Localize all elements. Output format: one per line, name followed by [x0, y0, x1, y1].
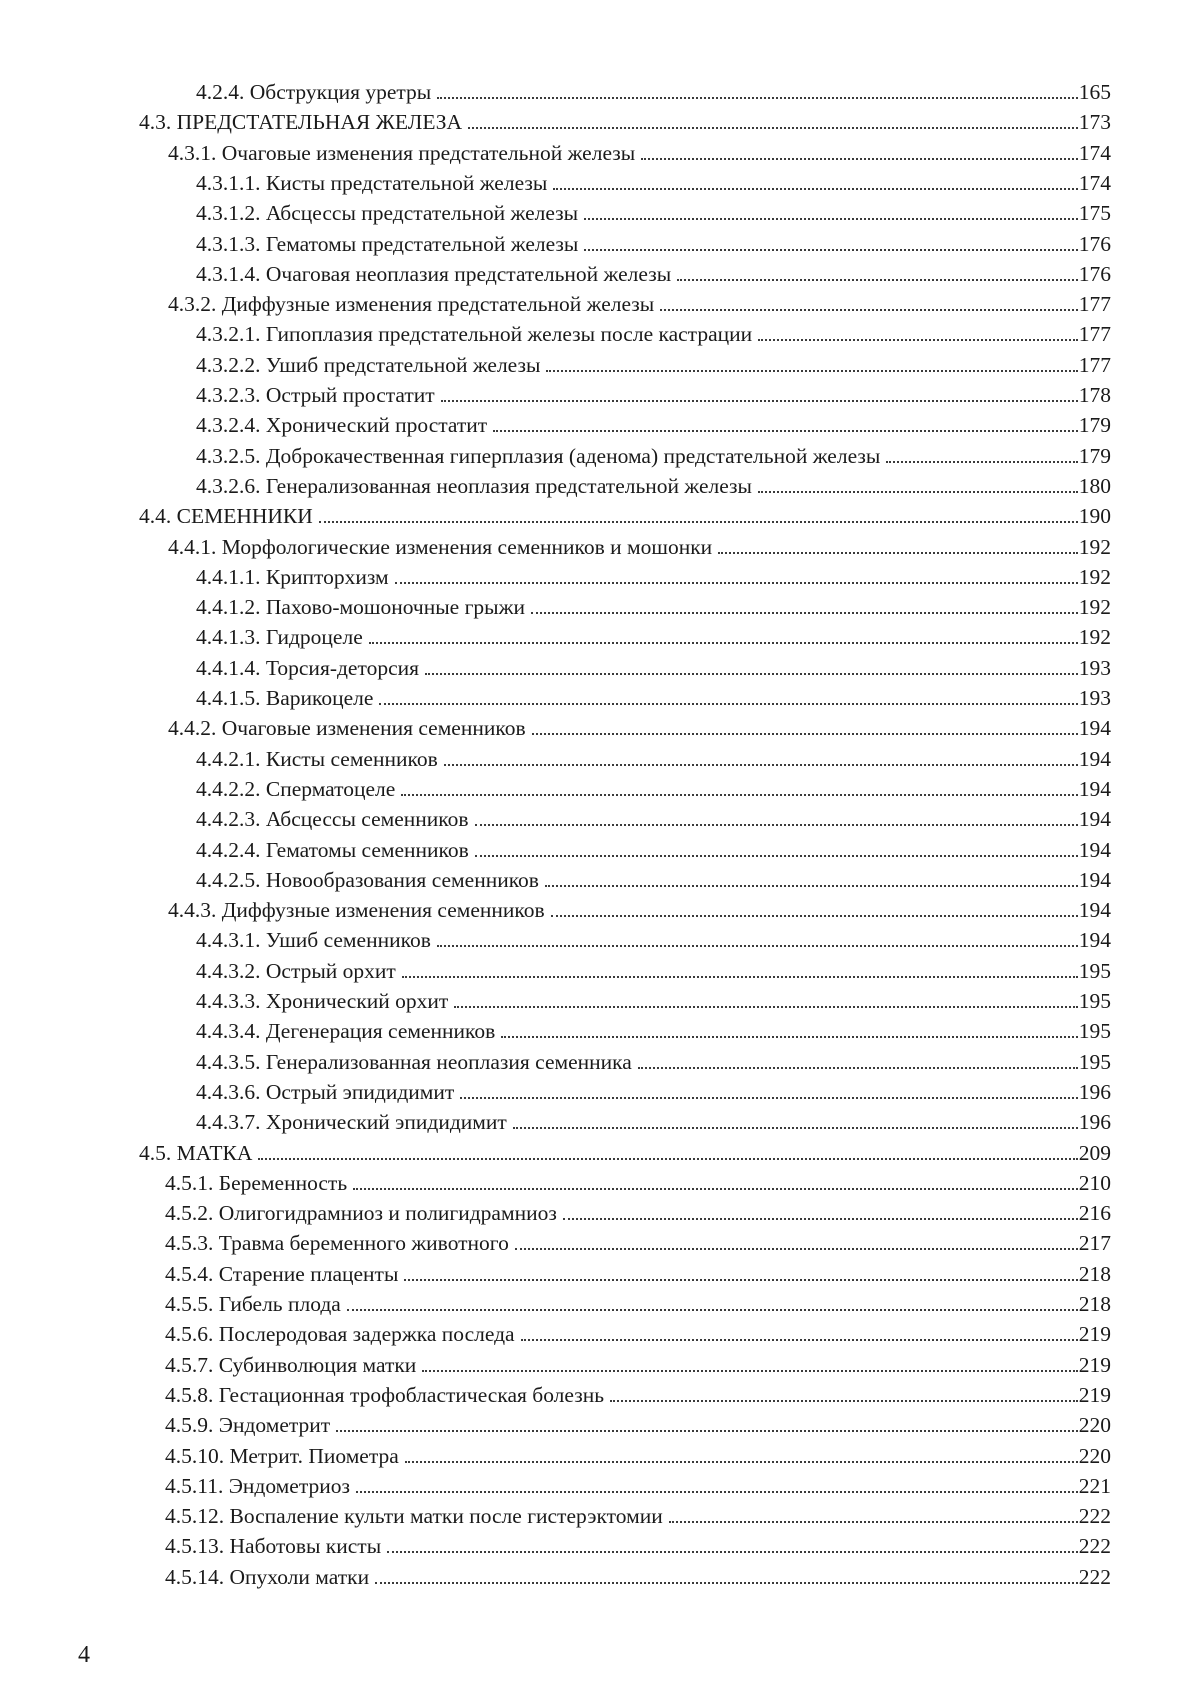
toc-entry-title: 4.3.1.1. Кисты предстательной железы [196, 171, 548, 195]
toc-entry-page: 216 [1078, 1201, 1111, 1225]
toc-entry [165, 1166, 1111, 1196]
dot-leader [437, 75, 1077, 99]
toc-entry-title: 4.5.9. Эндометрит [165, 1413, 331, 1437]
toc-entry-page: 177 [1078, 353, 1111, 377]
dot-leader [513, 1105, 1078, 1129]
toc-entry-title: 4.3.2.4. Хронический простатит [196, 413, 488, 437]
dot-leader [422, 1348, 1077, 1372]
toc-entry [139, 499, 1111, 529]
toc-entry [196, 802, 1111, 832]
toc-entry-page: 195 [1078, 1019, 1111, 1043]
toc-entry-title: 4.4.2.1. Кисты семенников [196, 747, 438, 771]
toc-entry-title: 4.4.1.4. Торсия-деторсия [196, 656, 420, 680]
dot-leader [468, 105, 1078, 129]
toc-entry [168, 287, 1111, 317]
dot-leader [551, 893, 1078, 917]
dot-leader [553, 166, 1077, 190]
toc-entry-title: 4.4.3.4. Дегенерация семенников [196, 1019, 496, 1043]
toc-entry [196, 923, 1111, 953]
toc-entry [196, 317, 1111, 347]
dot-leader [475, 833, 1078, 857]
toc-entry-title: 4.5.1. Беременность [165, 1171, 348, 1195]
dot-leader [531, 590, 1078, 614]
toc-entry-page: 176 [1078, 262, 1111, 286]
dot-leader [460, 1075, 1077, 1099]
toc-entry-page: 165 [1078, 80, 1111, 104]
toc-entry-title: 4.5.8. Гестационная трофобластическая болезнь [165, 1383, 605, 1407]
toc-entry [165, 1196, 1111, 1226]
toc-entry [168, 136, 1111, 166]
toc-entry-page: 192 [1078, 535, 1111, 559]
toc-entry-page: 176 [1078, 232, 1111, 256]
dot-leader [532, 711, 1078, 735]
dot-leader [454, 984, 1077, 1008]
toc-entry [196, 439, 1111, 469]
toc-entry [196, 348, 1111, 378]
toc-entry-page: 192 [1078, 625, 1111, 649]
toc-entry-title: 4.3.2.3. Острый простатит [196, 383, 435, 407]
toc-entry-title: 4.4.2.2. Сперматоцеле [196, 777, 396, 801]
toc-entry-title: 4.4.1. Морфологические изменения семенников и мошонки [168, 535, 713, 559]
toc-entry [168, 893, 1111, 923]
dot-leader [493, 408, 1078, 432]
toc-entry-title: 4.4.3.7. Хронический эпидидимит [196, 1110, 507, 1134]
toc-entry-title: 4.4.1.5. Варикоцеле [196, 686, 374, 710]
dot-leader [369, 620, 1078, 644]
dot-leader [641, 136, 1078, 160]
dot-leader [356, 1469, 1078, 1493]
toc-entry [196, 772, 1111, 802]
dot-leader [758, 469, 1078, 493]
toc-entry-title: 4.4.3. Диффузные изменения семенников [168, 898, 545, 922]
toc-entry-page: 194 [1078, 868, 1111, 892]
toc-entry-page: 194 [1078, 777, 1111, 801]
dot-leader [660, 287, 1078, 311]
dot-leader [886, 439, 1077, 463]
toc-entry-page: 222 [1078, 1504, 1111, 1528]
toc-entry [165, 1529, 1111, 1559]
toc-entry-title: 4.4.3.1. Ушиб семенников [196, 928, 431, 952]
toc-entry-page: 190 [1078, 504, 1111, 528]
toc-entry-page: 179 [1078, 413, 1111, 437]
toc-entry [196, 75, 1111, 105]
dot-leader [515, 1226, 1078, 1250]
toc-entry [196, 1105, 1111, 1135]
toc-entry-title: 4.3.2.2. Ушиб предстательной железы [196, 353, 541, 377]
dot-leader [387, 1529, 1078, 1553]
toc-entry [168, 530, 1111, 560]
toc-entry-page: 194 [1078, 838, 1111, 862]
toc-entry [139, 105, 1111, 135]
toc-entry-page: 177 [1078, 292, 1111, 316]
toc-entry [165, 1469, 1111, 1499]
dot-leader [401, 772, 1077, 796]
toc-entry-page: 174 [1078, 171, 1111, 195]
dot-leader [437, 923, 1078, 947]
toc-entry-page: 193 [1078, 656, 1111, 680]
toc-entry-title: 4.4.2. Очаговые изменения семенников [168, 716, 526, 740]
toc-entry-title: 4.5.7. Субинволюция матки [165, 1353, 417, 1377]
toc-entry [196, 1045, 1111, 1075]
toc-entry [196, 984, 1111, 1014]
toc-entry-page: 177 [1078, 322, 1111, 346]
dot-leader [404, 1257, 1077, 1281]
toc-entry-title: 4.2.4. Обструкция уретры [196, 80, 432, 104]
toc-entry [196, 954, 1111, 984]
toc-entry [196, 590, 1111, 620]
toc-entry-page: 194 [1078, 928, 1111, 952]
toc-entry-page: 209 [1078, 1141, 1111, 1165]
toc-entry [165, 1226, 1111, 1256]
toc-entry [196, 196, 1111, 226]
toc-entry-page: 196 [1078, 1110, 1111, 1134]
toc-entry-title: 4.5.6. Послеродовая задержка последа [165, 1322, 515, 1346]
toc-entry-page: 220 [1078, 1413, 1111, 1437]
toc-entry-page: 194 [1078, 898, 1111, 922]
toc-entry-page: 195 [1078, 959, 1111, 983]
toc-entry-title: 4.5.4. Старение плаценты [165, 1262, 399, 1286]
dot-leader [379, 681, 1077, 705]
toc-entry-title: 4.3.2.5. Доброкачественная гиперплазия (аденома) предстательной железы [196, 444, 881, 468]
toc-entry-title: 4.5.3. Травма беременного животного [165, 1231, 509, 1255]
toc-entry [196, 681, 1111, 711]
toc-entry-title: 4.4.1.1. Крипторхизм [196, 565, 389, 589]
toc-entry [196, 408, 1111, 438]
toc-entry [196, 378, 1111, 408]
toc-entry-title: 4.5.14. Опухоли матки [165, 1565, 370, 1589]
dot-leader [405, 1439, 1078, 1463]
toc-entry-title: 4.4.3.6. Острый эпидидимит [196, 1080, 455, 1104]
toc-entry [196, 1014, 1111, 1044]
toc-entry-page: 196 [1078, 1080, 1111, 1104]
toc-entry-page: 192 [1078, 565, 1111, 589]
toc-entry-page: 194 [1078, 807, 1111, 831]
dot-leader [402, 954, 1078, 978]
toc-entry [196, 833, 1111, 863]
dot-leader [584, 196, 1078, 220]
dot-leader [319, 499, 1078, 523]
toc-entry-page: 192 [1078, 595, 1111, 619]
toc-entry-page: 173 [1078, 110, 1111, 134]
dot-leader [475, 802, 1078, 826]
toc-entry-title: 4.4.3.3. Хронический орхит [196, 989, 449, 1013]
toc-entry-title: 4.3. ПРЕДСТАТЕЛЬНАЯ ЖЕЛЕЗА [139, 110, 463, 134]
toc-entry [196, 227, 1111, 257]
toc-entry-page: 221 [1078, 1474, 1111, 1498]
toc-entry-title: 4.5.12. Воспаление культи матки после гистерэктомии [165, 1504, 663, 1528]
toc-entry [196, 257, 1111, 287]
dot-leader [669, 1499, 1078, 1523]
toc-entry-title: 4.4.2.3. Абсцессы семенников [196, 807, 469, 831]
dot-leader [758, 317, 1078, 341]
dot-leader [336, 1408, 1078, 1432]
toc-entry [168, 711, 1111, 741]
toc-entry-title: 4.3.2. Диффузные изменения предстательной железы [168, 292, 655, 316]
dot-leader [375, 1560, 1078, 1584]
toc-entry-page: 218 [1078, 1262, 1111, 1286]
dot-leader [563, 1196, 1078, 1220]
toc-entry-title: 4.3.1. Очаговые изменения предстательной железы [168, 141, 636, 165]
toc-entry-title: 4.3.2.6. Генерализованная неоплазия предстательной железы [196, 474, 752, 498]
toc-entry-page: 218 [1078, 1292, 1111, 1316]
toc-entry-title: 4.5. МАТКА [139, 1141, 253, 1165]
toc-entry [196, 166, 1111, 196]
toc-entry-page: 195 [1078, 989, 1111, 1013]
toc-entry-title: 4.4. СЕМЕННИКИ [139, 504, 313, 528]
toc-entry-page: 178 [1078, 383, 1111, 407]
toc-entry [196, 560, 1111, 590]
toc-entry-page: 194 [1078, 716, 1111, 740]
dot-leader [347, 1287, 1078, 1311]
dot-leader [521, 1317, 1078, 1341]
toc-entry-page: 179 [1078, 444, 1111, 468]
dot-leader [444, 742, 1078, 766]
toc-entry [196, 469, 1111, 499]
toc-entry-title: 4.4.1.3. Гидроцеле [196, 625, 363, 649]
dot-leader [546, 348, 1077, 372]
toc-entry-page: 175 [1078, 201, 1111, 225]
toc-entry-page: 219 [1078, 1353, 1111, 1377]
toc-entry [165, 1408, 1111, 1438]
toc-entry-title: 4.3.1.3. Гематомы предстательной железы [196, 232, 579, 256]
toc-entry-page: 195 [1078, 1050, 1111, 1074]
toc-entry-title: 4.4.2.4. Гематомы семенников [196, 838, 469, 862]
dot-leader [353, 1166, 1078, 1190]
toc-entry-title: 4.3.1.4. Очаговая неоплазия предстательной железы [196, 262, 672, 286]
toc-entry-title: 4.4.3.2. Острый орхит [196, 959, 396, 983]
toc-entry [139, 1136, 1111, 1166]
toc-entry-title: 4.5.2. Олигогидрамниоз и полигидрамниоз [165, 1201, 557, 1225]
toc-entry-title: 4.5.13. Наботовы кисты [165, 1534, 382, 1558]
dot-leader [545, 863, 1078, 887]
toc-entry-page: 174 [1078, 141, 1111, 165]
toc-entry-title: 4.5.5. Гибель плода [165, 1292, 341, 1316]
toc-entry-title: 4.3.2.1. Гипоплазия предстательной железы после кастрации [196, 322, 753, 346]
toc-entry-page: 220 [1078, 1444, 1111, 1468]
dot-leader [395, 560, 1078, 584]
toc-entry [196, 1075, 1111, 1105]
dot-leader [584, 227, 1077, 251]
toc-entry-page: 222 [1078, 1534, 1111, 1558]
dot-leader [258, 1136, 1077, 1160]
toc-entry [196, 620, 1111, 650]
toc-entry-title: 4.4.3.5. Генерализованная неоплазия семенника [196, 1050, 632, 1074]
toc-entry-title: 4.4.2.5. Новообразования семенников [196, 868, 539, 892]
dot-leader [501, 1014, 1077, 1038]
toc-entry-title: 4.5.10. Метрит. Пиометра [165, 1444, 399, 1468]
toc-entry [196, 863, 1111, 893]
toc-entry-page: 222 [1078, 1565, 1111, 1589]
toc-entry-page: 210 [1078, 1171, 1111, 1195]
toc-entry [165, 1287, 1111, 1317]
toc-entry-title: 4.4.1.2. Пахово-мошоночные грыжи [196, 595, 525, 619]
toc-entry-title: 4.3.1.2. Абсцессы предстательной железы [196, 201, 579, 225]
page-number: 4 [78, 1642, 90, 1668]
toc-entry [165, 1317, 1111, 1347]
toc-entry [196, 742, 1111, 772]
toc-entry-page: 193 [1078, 686, 1111, 710]
toc-entry-page: 219 [1078, 1383, 1111, 1407]
toc-entry-page: 180 [1078, 474, 1111, 498]
toc-entry [165, 1439, 1111, 1469]
toc-entry [165, 1348, 1111, 1378]
toc-entry [165, 1378, 1111, 1408]
dot-leader [638, 1045, 1078, 1069]
dot-leader [441, 378, 1078, 402]
dot-leader [425, 651, 1078, 675]
dot-leader [677, 257, 1078, 281]
toc-entry [165, 1560, 1111, 1590]
dot-leader [718, 530, 1078, 554]
toc-entry-page: 194 [1078, 747, 1111, 771]
toc-entry [165, 1257, 1111, 1287]
toc-entry-title: 4.5.11. Эндометриоз [165, 1474, 350, 1498]
toc-entry-page: 219 [1078, 1322, 1111, 1346]
toc-entry-page: 217 [1078, 1231, 1111, 1255]
toc-entry [196, 651, 1111, 681]
toc-entry [165, 1499, 1111, 1529]
dot-leader [610, 1378, 1078, 1402]
